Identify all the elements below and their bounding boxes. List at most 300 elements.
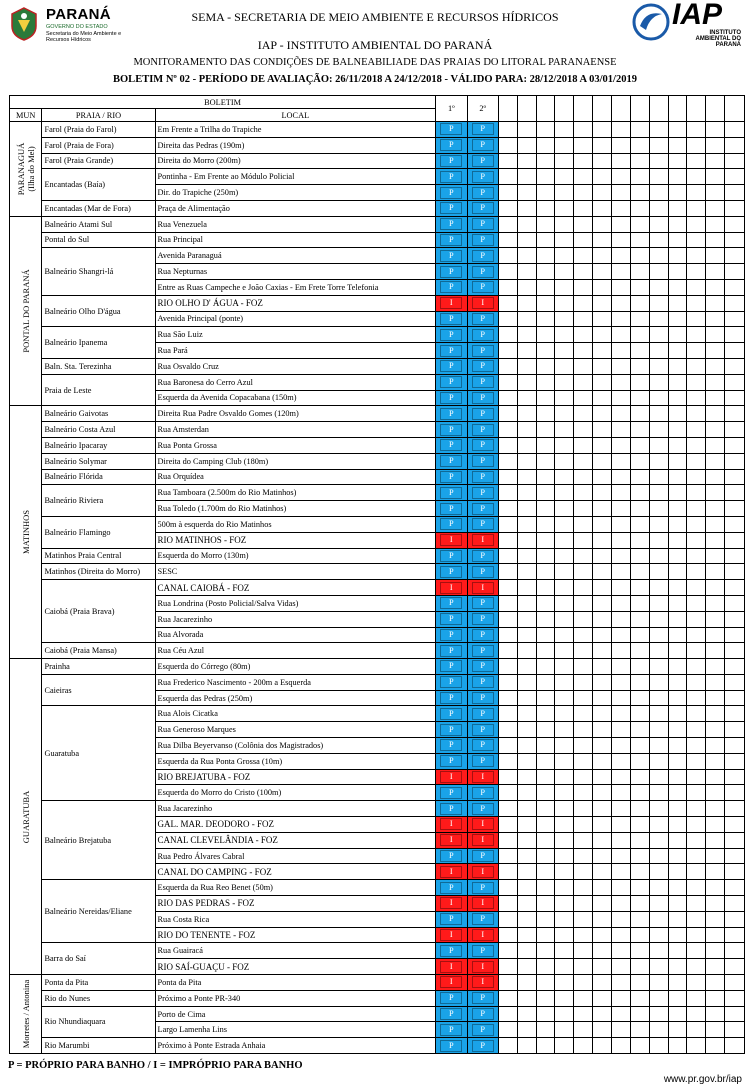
empty-cell <box>517 422 536 438</box>
empty-cell <box>498 406 517 422</box>
location: RIO BREJATUBA - FOZ <box>155 769 436 785</box>
location: Rua Guairacá <box>155 943 436 959</box>
empty-cell <box>630 327 649 343</box>
empty-cell <box>668 516 687 532</box>
empty-cell <box>630 374 649 390</box>
empty-cell <box>555 295 574 311</box>
status-2nd <box>467 643 498 659</box>
empty-cell <box>668 390 687 406</box>
status-badge: P <box>472 250 494 262</box>
empty-cell <box>725 548 745 564</box>
empty-cell <box>611 801 630 817</box>
empty-cell <box>536 643 555 659</box>
empty-cell <box>555 437 574 453</box>
empty-cell <box>555 943 574 959</box>
empty-cell <box>687 485 706 501</box>
empty-cell <box>706 896 725 912</box>
status-badge: P <box>472 550 494 562</box>
empty-cell <box>611 975 630 991</box>
status-2nd <box>467 801 498 817</box>
empty-cell <box>687 453 706 469</box>
empty-cell <box>611 532 630 548</box>
empty-column <box>611 96 630 122</box>
empty-cell <box>593 785 612 801</box>
empty-cell <box>630 264 649 280</box>
status-badge: P <box>440 518 462 530</box>
location: Rua Tamboara (2.500m do Rio Matinhos) <box>155 485 436 501</box>
empty-cell <box>517 469 536 485</box>
empty-cell <box>593 595 612 611</box>
empty-column <box>498 96 517 122</box>
empty-cell <box>593 485 612 501</box>
empty-cell <box>574 738 593 754</box>
location: Rua São Luiz <box>155 327 436 343</box>
empty-cell <box>687 643 706 659</box>
empty-cell <box>706 880 725 896</box>
empty-cell <box>725 406 745 422</box>
empty-cell <box>649 911 668 927</box>
empty-cell <box>593 722 612 738</box>
location: Avenida Principal (ponte) <box>155 311 436 327</box>
status-2nd <box>467 1006 498 1022</box>
status-1st <box>436 422 467 438</box>
empty-cell <box>687 1022 706 1038</box>
empty-cell <box>725 690 745 706</box>
empty-cell <box>536 532 555 548</box>
beach-name: Farol (Praia do Farol) <box>42 122 155 138</box>
status-1st <box>436 801 467 817</box>
status-badge: P <box>472 471 494 483</box>
empty-cell <box>593 990 612 1006</box>
empty-cell <box>517 959 536 975</box>
empty-cell <box>706 674 725 690</box>
empty-cell <box>555 564 574 580</box>
empty-cell <box>630 532 649 548</box>
empty-cell <box>668 185 687 201</box>
empty-cell <box>555 279 574 295</box>
empty-cell <box>574 959 593 975</box>
empty-cell <box>725 832 745 848</box>
status-1st <box>436 216 467 232</box>
status-badge: P <box>440 455 462 467</box>
empty-cell <box>536 248 555 264</box>
empty-cell <box>555 374 574 390</box>
status-badge: P <box>440 992 462 1004</box>
empty-cell <box>593 153 612 169</box>
empty-cell <box>668 295 687 311</box>
status-badge: P <box>440 155 462 167</box>
empty-cell <box>630 943 649 959</box>
empty-cell <box>630 659 649 675</box>
empty-cell <box>611 327 630 343</box>
empty-cell <box>517 880 536 896</box>
empty-column <box>517 96 536 122</box>
empty-cell <box>593 358 612 374</box>
location: Rua Londrina (Posto Policial/Salva Vidas) <box>155 595 436 611</box>
municipality-label: PARANAGUÁ (Ilha do Mel) <box>15 142 36 196</box>
empty-cell <box>593 801 612 817</box>
empty-cell <box>593 311 612 327</box>
beach-name: Balneário Atami Sul <box>42 216 155 232</box>
status-badge: P <box>472 187 494 199</box>
empty-cell <box>593 643 612 659</box>
status-1st <box>436 659 467 675</box>
empty-cell <box>555 548 574 564</box>
empty-cell <box>725 327 745 343</box>
empty-cell <box>517 343 536 359</box>
location: Rua Jacarezinho <box>155 611 436 627</box>
empty-cell <box>725 943 745 959</box>
empty-cell <box>536 674 555 690</box>
empty-cell <box>536 864 555 880</box>
empty-cell <box>706 390 725 406</box>
empty-cell <box>668 406 687 422</box>
beach-name: Matinhos Praia Central <box>42 548 155 564</box>
status-badge: P <box>440 1008 462 1020</box>
empty-cell <box>706 532 725 548</box>
empty-cell <box>725 358 745 374</box>
status-badge: P <box>472 139 494 151</box>
empty-cell <box>574 185 593 201</box>
empty-cell <box>668 137 687 153</box>
empty-cell <box>498 690 517 706</box>
empty-cell <box>649 390 668 406</box>
location: Rua Alois Cicatka <box>155 706 436 722</box>
beach-name: Farol (Praia de Fora) <box>42 137 155 153</box>
status-badge: P <box>440 360 462 372</box>
status-badge: P <box>472 708 494 720</box>
status-1st <box>436 690 467 706</box>
status-1st <box>436 185 467 201</box>
empty-cell <box>555 674 574 690</box>
empty-cell <box>611 564 630 580</box>
status-badge: P <box>472 1024 494 1036</box>
empty-cell <box>517 327 536 343</box>
beach-name: Balneário Flamingo <box>42 516 155 548</box>
empty-cell <box>536 659 555 675</box>
empty-cell <box>725 738 745 754</box>
empty-cell <box>536 832 555 848</box>
municipality-cell <box>10 975 42 1054</box>
empty-cell <box>536 358 555 374</box>
empty-cell <box>517 501 536 517</box>
empty-cell <box>706 722 725 738</box>
empty-cell <box>555 406 574 422</box>
empty-cell <box>649 169 668 185</box>
empty-cell <box>574 927 593 943</box>
empty-cell <box>630 137 649 153</box>
empty-cell <box>555 659 574 675</box>
empty-cell <box>725 185 745 201</box>
empty-cell <box>706 311 725 327</box>
location: Esquerda da Rua Reo Benet (50m) <box>155 880 436 896</box>
empty-cell <box>630 706 649 722</box>
table-row <box>10 564 745 580</box>
empty-cell <box>536 611 555 627</box>
empty-cell <box>611 643 630 659</box>
status-1st <box>436 374 467 390</box>
empty-cell <box>706 153 725 169</box>
empty-cell <box>498 1038 517 1054</box>
empty-cell <box>517 627 536 643</box>
status-badge: P <box>440 629 462 641</box>
status-1st <box>436 532 467 548</box>
empty-cell <box>498 785 517 801</box>
empty-cell <box>555 959 574 975</box>
status-2nd <box>467 785 498 801</box>
status-badge: I <box>440 897 462 909</box>
empty-cell <box>668 927 687 943</box>
empty-cell <box>611 311 630 327</box>
empty-cell <box>498 738 517 754</box>
beach-name: Balneário Solymar <box>42 453 155 469</box>
status-badge: P <box>440 171 462 183</box>
status-badge: P <box>472 645 494 657</box>
empty-cell <box>649 990 668 1006</box>
status-badge: I <box>472 297 494 309</box>
empty-cell <box>630 674 649 690</box>
empty-cell <box>630 738 649 754</box>
status-1st <box>436 295 467 311</box>
location: RIO MATINHOS - FOZ <box>155 532 436 548</box>
empty-cell <box>649 564 668 580</box>
empty-cell <box>649 643 668 659</box>
empty-cell <box>668 690 687 706</box>
empty-cell <box>611 169 630 185</box>
empty-cell <box>687 832 706 848</box>
empty-cell <box>593 738 612 754</box>
empty-cell <box>555 880 574 896</box>
empty-cell <box>611 864 630 880</box>
status-1st <box>436 769 467 785</box>
status-badge: I <box>472 582 494 594</box>
status-badge: P <box>472 787 494 799</box>
table-row <box>10 975 745 991</box>
empty-cell <box>649 848 668 864</box>
status-2nd <box>467 722 498 738</box>
empty-cell <box>706 975 725 991</box>
empty-cell <box>725 801 745 817</box>
status-2nd <box>467 327 498 343</box>
empty-column <box>630 96 649 122</box>
empty-cell <box>517 437 536 453</box>
empty-cell <box>706 1022 725 1038</box>
status-badge: P <box>472 439 494 451</box>
empty-cell <box>611 911 630 927</box>
location: 500m à esquerda do Rio Matinhos <box>155 516 436 532</box>
empty-cell <box>611 690 630 706</box>
empty-cell <box>555 153 574 169</box>
empty-cell <box>706 864 725 880</box>
empty-cell <box>536 422 555 438</box>
status-2nd <box>467 753 498 769</box>
location: Esquerda da Rua Ponta Grossa (10m) <box>155 753 436 769</box>
empty-cell <box>649 722 668 738</box>
empty-cell <box>611 738 630 754</box>
empty-cell <box>536 595 555 611</box>
table-row <box>10 674 745 690</box>
empty-cell <box>649 832 668 848</box>
location: GAL. MAR. DEODORO - FOZ <box>155 817 436 833</box>
empty-cell <box>706 216 725 232</box>
table-row <box>10 437 745 453</box>
empty-cell <box>536 753 555 769</box>
empty-cell <box>574 627 593 643</box>
empty-cell <box>498 817 517 833</box>
empty-cell <box>574 137 593 153</box>
municipality-label: MATINHOS <box>20 510 31 555</box>
empty-cell <box>649 1022 668 1038</box>
empty-cell <box>593 627 612 643</box>
empty-cell <box>649 216 668 232</box>
table-row <box>10 485 745 501</box>
status-2nd <box>467 200 498 216</box>
empty-cell <box>536 437 555 453</box>
beach-name: Farol (Praia Grande) <box>42 153 155 169</box>
municipality-cell <box>10 659 42 975</box>
empty-cell <box>611 611 630 627</box>
beach-name: Caiobá (Praia Mansa) <box>42 643 155 659</box>
empty-cell <box>668 532 687 548</box>
beach-name: Balneário Nereidas/Eliane <box>42 880 155 943</box>
empty-cell <box>536 1022 555 1038</box>
location: RIO SAÍ-GUAÇU - FOZ <box>155 959 436 975</box>
empty-cell <box>687 611 706 627</box>
table-row <box>10 580 745 596</box>
empty-cell <box>611 232 630 248</box>
status-2nd <box>467 627 498 643</box>
empty-cell <box>517 611 536 627</box>
status-1st <box>436 248 467 264</box>
status-2nd <box>467 896 498 912</box>
status-1st <box>436 848 467 864</box>
status-1st <box>436 674 467 690</box>
empty-cell <box>574 453 593 469</box>
empty-cell <box>611 153 630 169</box>
empty-cell <box>536 927 555 943</box>
empty-cell <box>687 706 706 722</box>
empty-cell <box>498 1022 517 1038</box>
column-2nd: 2º <box>467 96 498 122</box>
empty-cell <box>555 469 574 485</box>
status-badge: P <box>472 1008 494 1020</box>
empty-cell <box>630 864 649 880</box>
status-1st <box>436 611 467 627</box>
empty-cell <box>593 753 612 769</box>
empty-cell <box>611 848 630 864</box>
empty-cell <box>611 595 630 611</box>
empty-cell <box>630 390 649 406</box>
empty-cell <box>630 848 649 864</box>
empty-cell <box>555 722 574 738</box>
status-badge: P <box>440 329 462 341</box>
empty-cell <box>574 485 593 501</box>
empty-cell <box>725 153 745 169</box>
status-badge: I <box>440 976 462 988</box>
location: Ponta da Pita <box>155 975 436 991</box>
empty-cell <box>498 264 517 280</box>
status-1st <box>436 279 467 295</box>
empty-cell <box>593 390 612 406</box>
table-row <box>10 453 745 469</box>
status-1st <box>436 722 467 738</box>
empty-cell <box>630 279 649 295</box>
empty-cell <box>706 548 725 564</box>
status-2nd <box>467 169 498 185</box>
status-badge: I <box>472 929 494 941</box>
empty-cell <box>687 659 706 675</box>
location: Rua Venezuela <box>155 216 436 232</box>
empty-cell <box>555 580 574 596</box>
empty-cell <box>649 311 668 327</box>
empty-cell <box>574 437 593 453</box>
empty-cell <box>668 248 687 264</box>
location: RIO OLHO D' ÁGUA - FOZ <box>155 295 436 311</box>
empty-cell <box>649 485 668 501</box>
empty-cell <box>611 706 630 722</box>
empty-cell <box>630 832 649 848</box>
status-1st <box>436 264 467 280</box>
status-2nd <box>467 580 498 596</box>
empty-cell <box>668 817 687 833</box>
empty-cell <box>725 580 745 596</box>
empty-cell <box>555 896 574 912</box>
empty-cell <box>649 137 668 153</box>
empty-cell <box>611 674 630 690</box>
empty-cell <box>498 279 517 295</box>
status-2nd <box>467 1038 498 1054</box>
empty-cell <box>517 185 536 201</box>
status-1st <box>436 358 467 374</box>
empty-cell <box>611 817 630 833</box>
empty-cell <box>574 911 593 927</box>
beach-name: Balneário Brejatuba <box>42 801 155 880</box>
empty-cell <box>611 753 630 769</box>
status-badge: P <box>440 471 462 483</box>
empty-cell <box>498 990 517 1006</box>
empty-cell <box>555 169 574 185</box>
empty-cell <box>706 706 725 722</box>
empty-cell <box>706 232 725 248</box>
status-1st <box>436 738 467 754</box>
empty-cell <box>498 374 517 390</box>
empty-cell <box>555 232 574 248</box>
empty-cell <box>687 564 706 580</box>
status-1st <box>436 643 467 659</box>
empty-cell <box>555 358 574 374</box>
empty-cell <box>498 137 517 153</box>
empty-cell <box>630 232 649 248</box>
empty-cell <box>725 880 745 896</box>
empty-cell <box>706 627 725 643</box>
status-2nd <box>467 832 498 848</box>
empty-cell <box>725 200 745 216</box>
status-2nd <box>467 864 498 880</box>
status-2nd <box>467 469 498 485</box>
empty-cell <box>725 1038 745 1054</box>
empty-cell <box>706 848 725 864</box>
empty-cell <box>574 722 593 738</box>
empty-cell <box>725 706 745 722</box>
beach-name: Rio do Nunes <box>42 990 155 1006</box>
status-1st <box>436 706 467 722</box>
empty-cell <box>706 264 725 280</box>
empty-cell <box>611 990 630 1006</box>
table-row <box>10 990 745 1006</box>
empty-cell <box>725 437 745 453</box>
empty-cell <box>630 690 649 706</box>
status-2nd <box>467 295 498 311</box>
